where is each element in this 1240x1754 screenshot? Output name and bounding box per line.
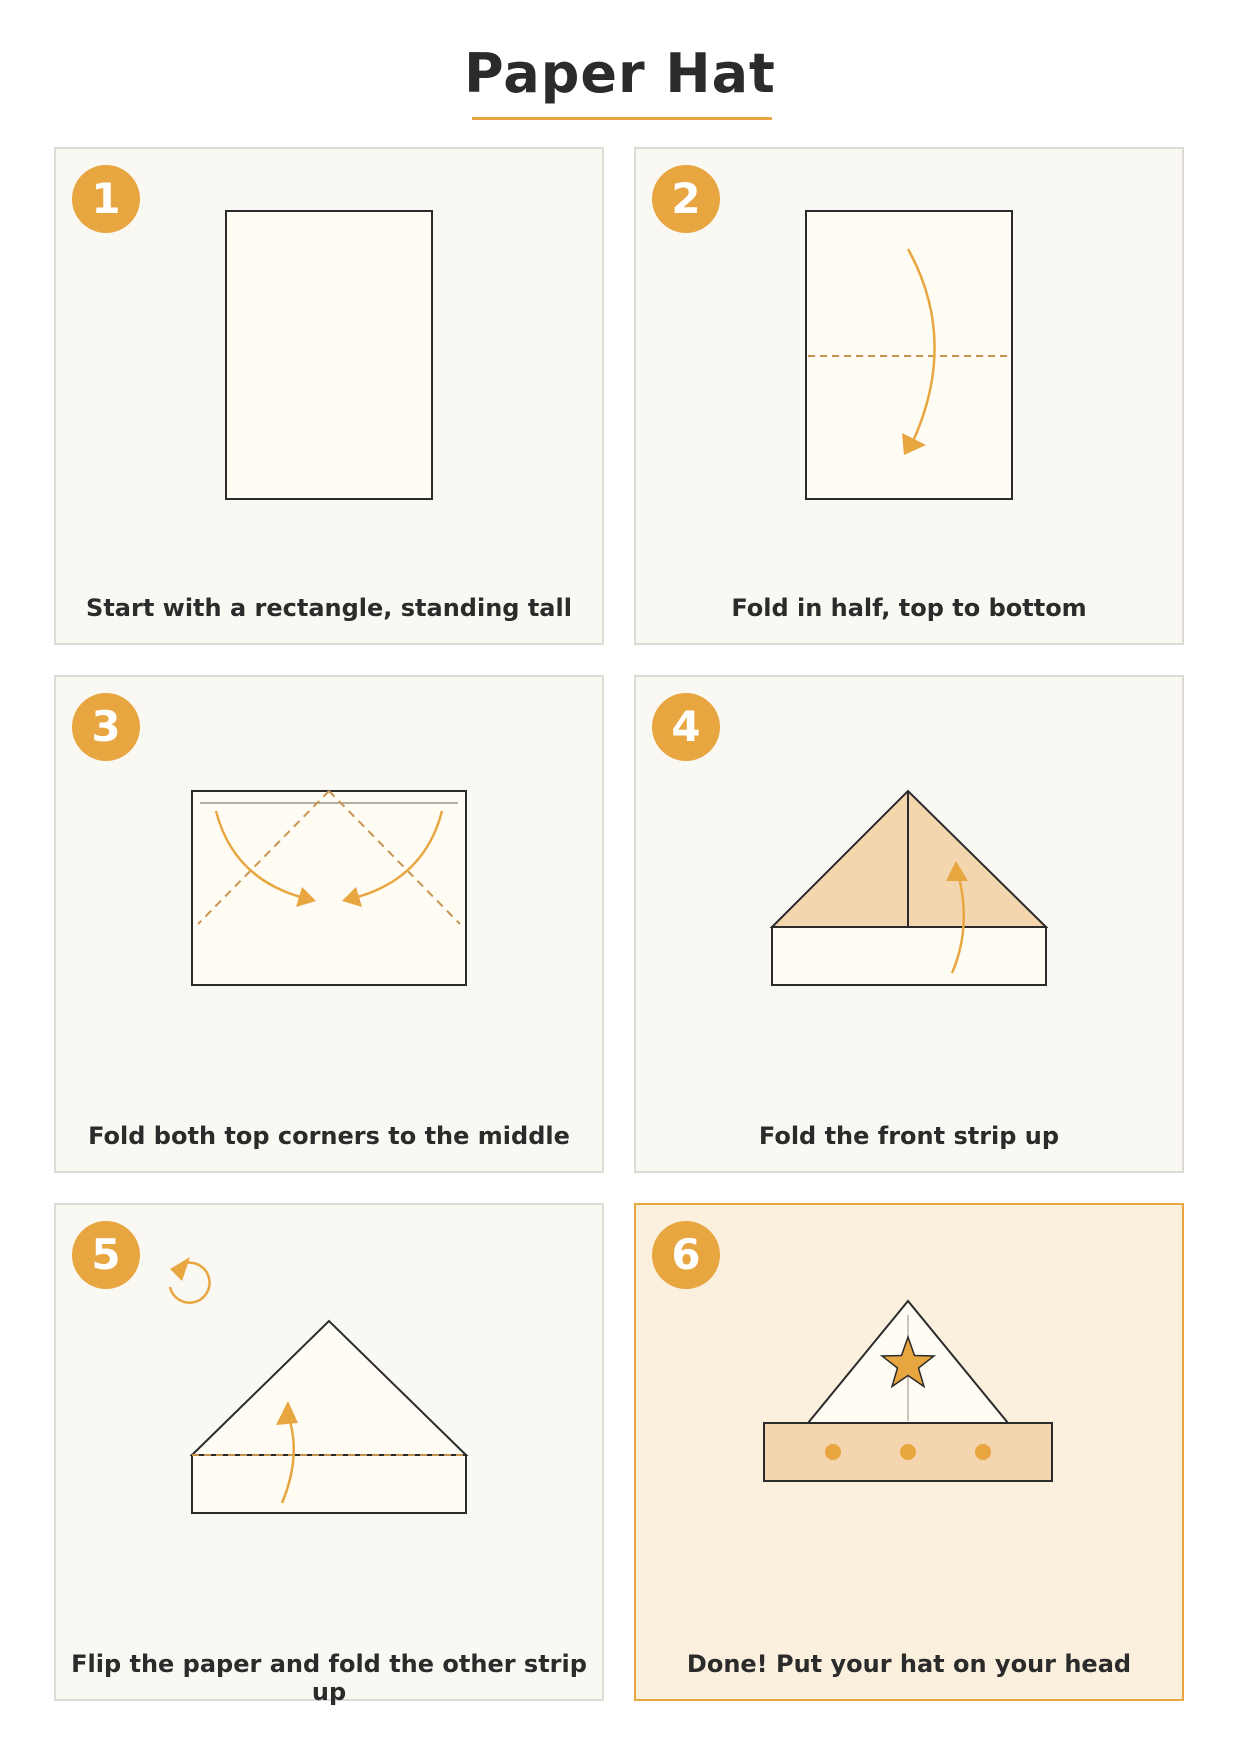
step-5-caption: Flip the paper and fold the other strip up: [71, 1650, 587, 1706]
step-6-illustration: [636, 1205, 1182, 1699]
back-strip: [192, 1455, 466, 1513]
step-3-caption: Fold both top corners to the middle: [88, 1122, 570, 1150]
band-dot: [900, 1444, 916, 1460]
page-title: Paper Hat: [464, 42, 776, 105]
step-1-caption: Start with a rectangle, standing tall: [86, 594, 572, 622]
step-2-caption: Fold in half, top to bottom: [731, 594, 1087, 622]
step-1-panel: [54, 147, 604, 645]
band-dot: [825, 1444, 841, 1460]
step-3-illustration: [56, 677, 602, 1171]
back-triangle: [192, 1321, 466, 1455]
band-dot: [975, 1444, 991, 1460]
step-6-badge: 6: [652, 1221, 720, 1289]
step-3-badge: 3: [72, 693, 140, 761]
step-3-panel: [54, 675, 604, 1173]
step-5-panel: [54, 1203, 604, 1706]
step-5-illustration: [56, 1205, 602, 1699]
title-underline: [472, 117, 772, 120]
step-1-illustration: [56, 149, 602, 643]
folded-paper: [192, 791, 466, 985]
step-1-badge: 1: [72, 165, 140, 233]
flip-arrow-head: [170, 1257, 190, 1281]
step-4-caption: Fold the front strip up: [758, 1122, 1060, 1150]
step-2-panel: [634, 147, 1184, 645]
step-6-caption: Done! Put your hat on your head: [686, 1650, 1132, 1678]
step-2-illustration: [636, 149, 1182, 643]
paper-rectangle: [226, 211, 432, 499]
step-6-panel: [634, 1203, 1184, 1701]
front-strip: [772, 927, 1046, 985]
step-4-illustration: [636, 677, 1182, 1171]
step-2-badge: 2: [652, 165, 720, 233]
step-4-panel: [634, 675, 1184, 1173]
step-5-badge: 5: [72, 1221, 140, 1289]
step-4-badge: 4: [652, 693, 720, 761]
